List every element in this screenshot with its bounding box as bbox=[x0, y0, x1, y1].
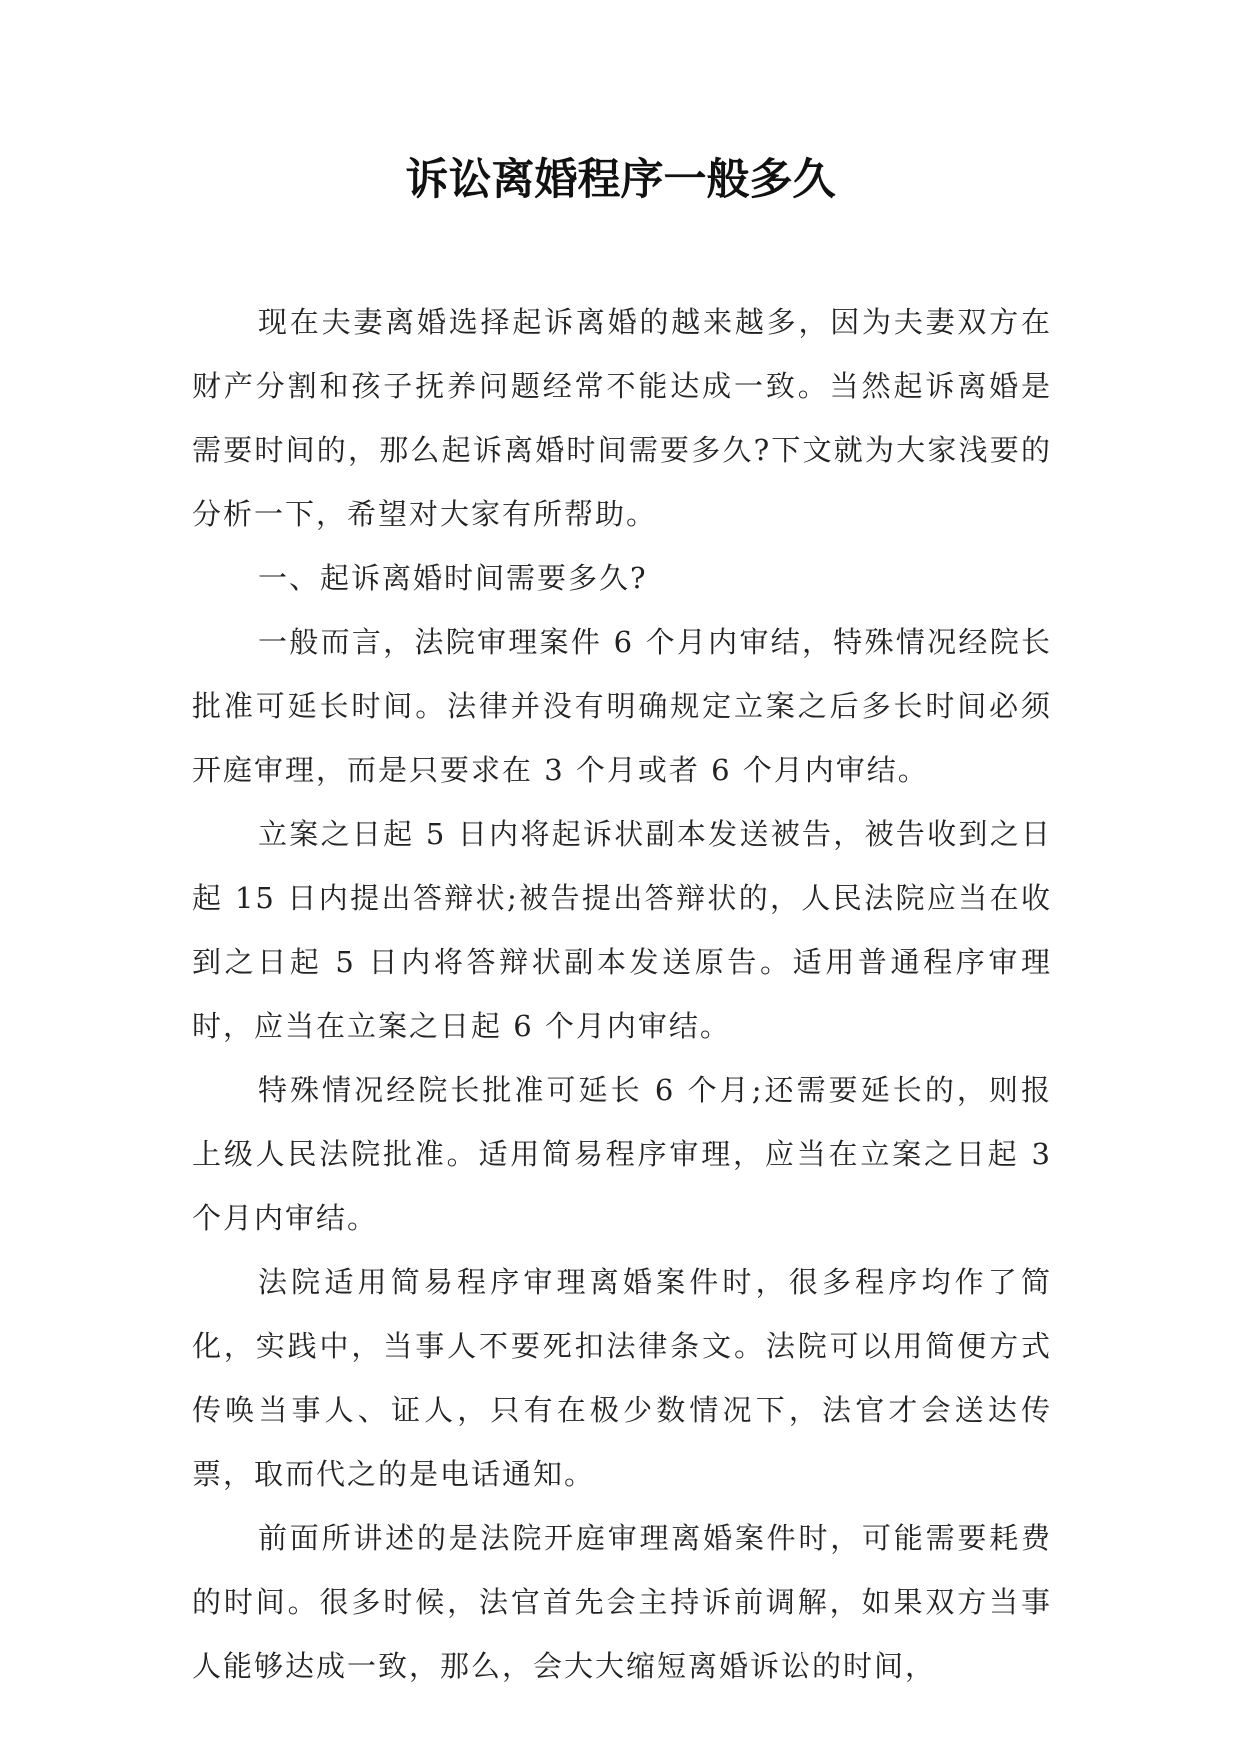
paragraph-mediation: 前面所讲述的是法院开庭审理离婚案件时，可能需要耗费的时间。很多时候，法官首先会主持诉前调解，如果双方当事人能够达成一致，那么，会大大缩短离婚诉讼的时间， bbox=[192, 1521, 1052, 1683]
paragraph-trial-period: 一般而言，法院审理案件 6 个月内审结，特殊情况经院长批准可延长时间。法律并没有明确规定立案之后多长时间必须开庭审理，而是只要求在 3 个月或者 6 个月内审结。 bbox=[192, 625, 1052, 787]
paragraph-simplified-procedure: 法院适用简易程序审理离婚案件时，很多程序均作了简化，实践中，当事人不要死扣法律条文。法院可以用简便方式传唤当事人、证人，只有在极少数情况下，法官才会送达传票，取而代之的是电话通知。 bbox=[192, 1265, 1052, 1491]
section-heading-1: 一、起诉离婚时间需要多久? bbox=[258, 561, 648, 595]
document-title: 诉讼离婚程序一般多久 bbox=[405, 155, 836, 205]
document-body bbox=[192, 290, 1052, 1698]
paragraph-extension: 特殊情况经院长批准可延长 6 个月;还需要延长的，则报上级人民法院批准。适用简易程序审理，应当在立案之日起 3 个月内审结。 bbox=[192, 1073, 1052, 1235]
paragraph-filing-timeline: 立案之日起 5 日内将起诉状副本发送被告，被告收到之日起 15 日内提出答辩状;被告提出答辩状的，人民法院应当在收到之日起 5 日内将答辩状副本发送原告。适用普通程序审理时，应当在立案之日起 6 个月内审结。 bbox=[192, 817, 1052, 1043]
paragraph-intro: 现在夫妻离婚选择起诉离婚的越来越多，因为夫妻双方在财产分割和孩子抚养问题经常不能达成一致。当然起诉离婚是需要时间的，那么起诉离婚时间需要多久?下文就为大家浅要的分析一下，希望对大家有所帮助。 bbox=[192, 305, 1052, 531]
